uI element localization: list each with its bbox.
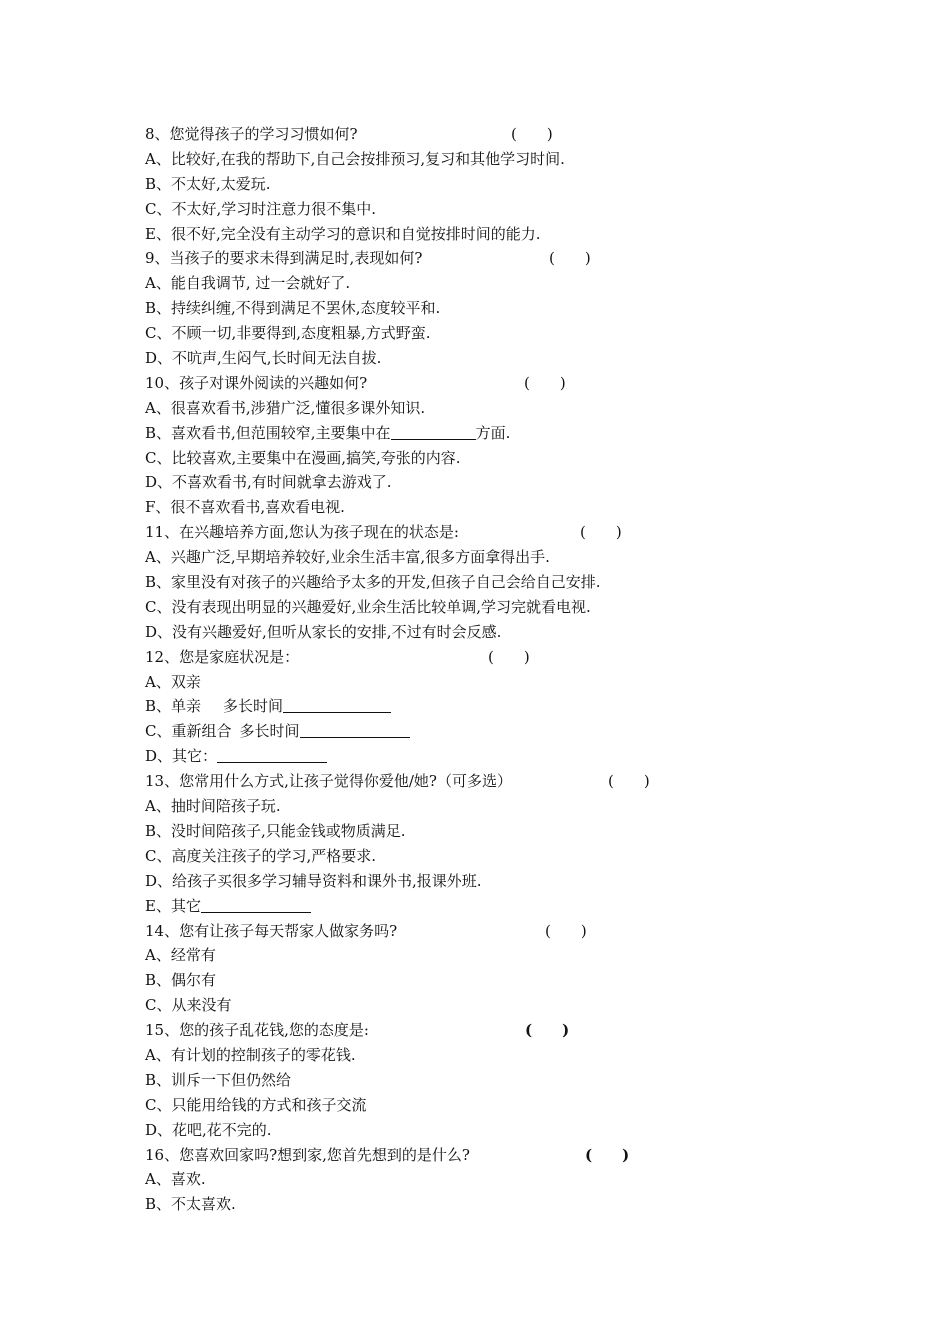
option-line: C、不太好,学习时注意力很不集中. <box>145 199 377 218</box>
option-line: B、不太喜欢. <box>145 1195 236 1214</box>
question-13 <box>145 769 845 794</box>
answer-parentheses: ( ) <box>549 249 591 268</box>
question-text: 8、您觉得孩子的学习习惯如何? <box>145 125 358 143</box>
option-line: A、有计划的控制孩子的零花钱. <box>145 1045 356 1064</box>
option-line: B、家里没有对孩子的兴趣给予太多的开发,但孩子自己会给自己安排. <box>145 573 601 592</box>
option-line-with-blank: E、其它 <box>145 894 845 919</box>
option-line: F、很不喜欢看书,喜欢看电视. <box>145 498 345 517</box>
option-line: A、很喜欢看书,涉猎广泛,懂很多课外知识. <box>145 398 426 417</box>
option-line: C、没有表现出明显的兴趣爱好,业余生活比较单调,学习完就看电视. <box>145 597 591 616</box>
answer-parentheses: ( ) <box>525 1021 570 1040</box>
option-line: C、只能用给钱的方式和孩子交流 <box>145 1095 367 1114</box>
option-line: D、给孩子买很多学习辅导资料和课外书,报课外班. <box>145 871 482 890</box>
option-line: C、高度关注孩子的学习,严格要求. <box>145 846 377 865</box>
answer-parentheses: ( ) <box>545 921 587 940</box>
option-line: A、经常有 <box>145 946 216 965</box>
option-line: A、比较好,在我的帮助下,自己会按排预习,复习和其他学习时间. <box>145 149 565 168</box>
option-line: B、偶尔有 <box>145 971 217 990</box>
question-text: 10、孩子对课外阅读的兴趣如何? <box>145 373 368 392</box>
question-text: 9、当孩子的要求未得到满足时,表现如何? <box>145 249 423 268</box>
option-line-with-blank: B、喜欢看书,但范围较窄,主要集中在 方面. <box>145 423 511 442</box>
option-line: D、没有兴趣爱好,但听从家长的安排,不过有时会反感. <box>145 622 502 641</box>
option-line: C、从来没有 <box>145 996 232 1015</box>
question-8 <box>145 122 845 147</box>
option-line: D、不喜欢看书,有时间就拿去游戏了. <box>145 473 392 492</box>
answer-parentheses: ( ) <box>524 373 566 392</box>
fill-in-blank[interactable] <box>391 423 476 440</box>
question-text: 16、您喜欢回家吗?想到家,您首先想到的是什么? <box>145 1145 470 1164</box>
option-line-with-blank: C、重新组合 多长时间 <box>145 719 845 744</box>
option-line: E、很不好,完全没有主动学习的意识和自觉按排时间的能力. <box>145 224 541 243</box>
option-line: A、抽时间陪孩子玩. <box>145 797 281 816</box>
question-text: 15、您的孩子乱花钱,您的态度是: <box>145 1021 369 1040</box>
option-line: A、能自我调节, 过一会就好了. <box>145 274 351 293</box>
option-line: D、不吭声,生闷气,长时间无法自拔. <box>145 349 382 368</box>
question-text: 13、您常用什么方式,让孩子觉得你爱他/她?（可多选） <box>145 772 512 791</box>
question-10 <box>145 371 845 396</box>
option-line: C、不顾一切,非要得到,态度粗暴,方式野蛮. <box>145 324 431 343</box>
answer-parentheses: ( ) <box>488 647 530 666</box>
question-text: 12、您是家庭状况是： <box>145 647 300 666</box>
question-9 <box>145 246 845 271</box>
fill-in-blank[interactable] <box>201 896 311 913</box>
option-line: B、没时间陪孩子,只能金钱或物质满足. <box>145 821 406 840</box>
questionnaire-body <box>145 122 845 1217</box>
question-16 <box>145 1143 845 1168</box>
answer-parentheses: ( ) <box>580 523 622 542</box>
option-line: A、喜欢. <box>145 1170 206 1189</box>
question-text: 11、在兴趣培养方面,您认为孩子现在的状态是: <box>145 523 459 542</box>
question-12 <box>145 645 845 670</box>
option-line-with-blank: D、其它： <box>145 744 845 769</box>
option-line: A、兴趣广泛,早期培养较好,业余生活丰富,很多方面拿得出手. <box>145 548 550 567</box>
option-line: D、花吧,花不完的. <box>145 1120 272 1139</box>
option-line: B、不太好,太爱玩. <box>145 174 271 193</box>
option-line: C、比较喜欢,主要集中在漫画,搞笑,夸张的内容. <box>145 448 461 467</box>
fill-in-blank[interactable] <box>283 696 391 713</box>
question-14 <box>145 919 845 944</box>
question-text: 14、您有让孩子每天帮家人做家务吗? <box>145 921 398 940</box>
fill-in-blank[interactable] <box>300 721 410 738</box>
option-line: B、训斥一下但仍然给 <box>145 1070 292 1089</box>
answer-parentheses: ( ) <box>585 1145 630 1164</box>
fill-in-blank[interactable] <box>217 746 327 763</box>
option-line: A、双亲 <box>145 672 201 691</box>
option-line: B、持续纠缠,不得到满足不罢休,态度较平和. <box>145 299 441 318</box>
option-line-with-blank: B、单亲 多长时间 <box>145 694 845 719</box>
question-11 <box>145 520 845 545</box>
question-15 <box>145 1018 845 1043</box>
answer-parentheses: ( ) <box>608 772 650 791</box>
answer-parentheses: ( ) <box>511 125 553 143</box>
